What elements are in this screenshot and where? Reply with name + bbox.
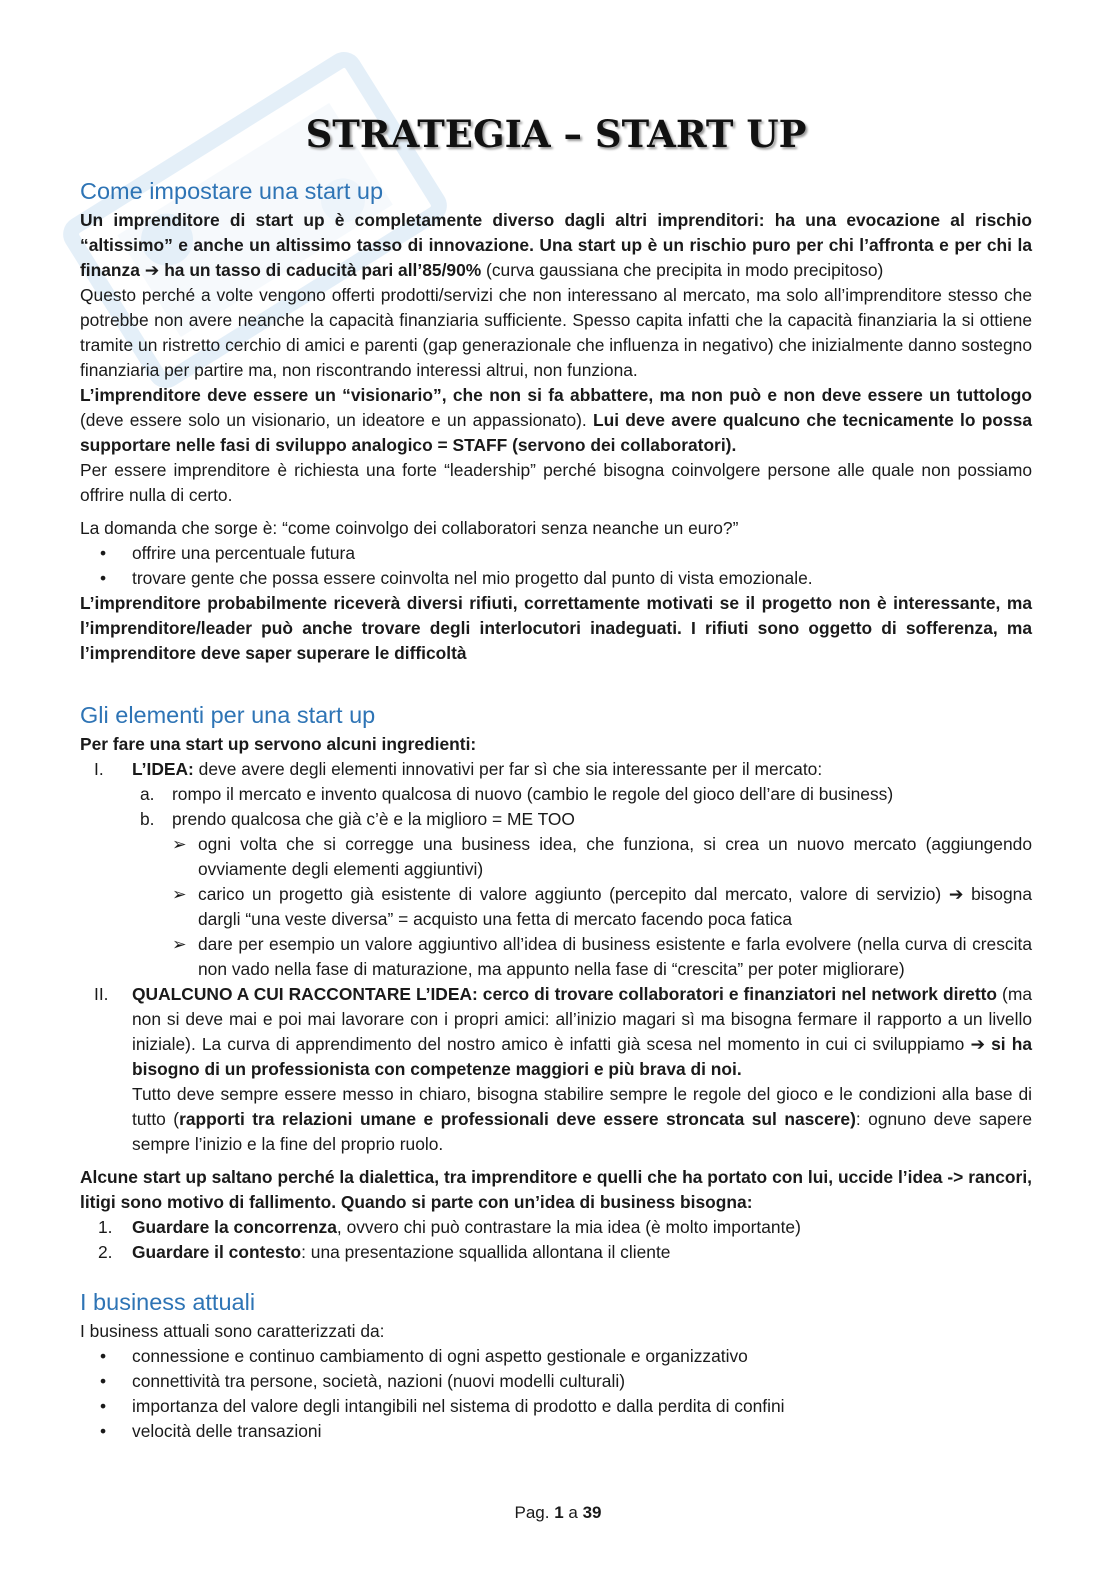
- paragraph: [80, 732, 1032, 757]
- bold-text: Alcune start up saltano perché la dialettica, tra imprenditore e quelli che ha portato con lui, uccide l’idea -> rancori, litigi sono motivo di fallimento. Quando si parte con un’idea di business bisogna:: [80, 1167, 1032, 1212]
- text: (curva gaussiana che precipita in modo precipitoso): [481, 260, 884, 280]
- paragraph: Per essere imprenditore è richiesta una forte “leadership” perché bisogna coinvolgere persone alle quale non possiamo offrire nulla di certo.: [80, 460, 1032, 505]
- text: dare per esempio un valore aggiuntivo all’idea di business esistente e farla evolvere (nella curva di crescita non vado nella fase di maturazione, ma appunto nella fase di “crescita” per poter migliorare): [198, 934, 1032, 979]
- page-footer: [0, 1500, 1116, 1525]
- bold-text: QUALCUNO A CUI RACCONTARE L’IDEA: cerco di trovare collaboratori e finanziatori nel network diretto: [132, 984, 998, 1004]
- bullet-list: [80, 541, 1032, 591]
- bold-text: Guardare la concorrenza: [132, 1217, 337, 1237]
- bold-text: L’imprenditore probabilmente riceverà diversi rifiuti, correttamente motivati se il progetto non è interessante, ma l’imprenditore/leader può anche trovare degli interlocutori inadeguati. I rifiuti sono oggetto di sofferenza, ma l’imprenditore deve saper superare le difficoltà: [80, 593, 1032, 663]
- numbered-list-item: [80, 1215, 1032, 1240]
- footer-prefix: Pag.: [514, 1503, 555, 1522]
- bold-text: Per fare una start up servono alcuni ingredienti:: [80, 734, 477, 754]
- footer-middle: a: [563, 1503, 583, 1522]
- alpha-list-item: [80, 782, 1032, 807]
- paragraph: Questo perché a volte vengono offerti prodotti/servizi che non interessano al mercato, ma solo all’imprenditore stesso che potrebbe non avere neanche la capacità finanziaria sufficiente. Spesso capita infatti che la capacità finanziaria la si ottiene tramite un ristretto cerchio di amici e parenti (gap generazionale che influenza in negativo) che inizialmente danno sostegno finanziaria per partire ma, non riscontrando interessi altrui, non funziona.: [80, 285, 1032, 380]
- paragraph: [80, 383, 1032, 458]
- list-marker: 1.: [98, 1217, 113, 1237]
- chevron-list-item: [80, 882, 1032, 932]
- roman-list-item: [80, 982, 1032, 1082]
- paragraph: [80, 591, 1032, 666]
- document-page: [80, 110, 1032, 1444]
- paragraph: [80, 208, 1032, 283]
- text: Tutto deve sempre essere messo in chiaro, bisogna stabilire sempre le regole del gioco e le condizioni alla base di tutto (: [132, 1084, 1032, 1129]
- list-item: • connettività tra persone, società, nazioni (nuovi modelli culturali): [80, 1369, 1032, 1394]
- list-marker: II.: [94, 984, 109, 1004]
- text: carico un progetto già esistente di valore aggiunto (percepito dal mercato, valore di servizio): [198, 884, 942, 904]
- section-come-impostare: [80, 176, 1032, 666]
- list-item: • velocità delle transazioni: [80, 1419, 1032, 1444]
- bold-text: ha un tasso di caducità pari all’85/90%: [164, 260, 482, 280]
- text: , ovvero chi può contrastare la mia idea (è molto importante): [336, 1217, 801, 1237]
- section-elementi: [80, 700, 1032, 1265]
- right-arrow-icon: ➔: [948, 884, 964, 904]
- list-marker: I.: [94, 759, 104, 779]
- list-marker: a.: [140, 784, 155, 804]
- text: rompo il mercato e invento qualcosa di nuovo (cambio le regole del gioco dell’are di business): [172, 784, 894, 804]
- paragraph: [80, 1165, 1032, 1215]
- text: (ma non si deve mai e poi mai lavorare con i propri amici: all’inizio magari sì ma bisogna fermare il rapporto a un livello iniziale). La curva di apprendimento del nostro amico è infatti già scesa nel momento in cui ci sviluppiamo: [132, 984, 1032, 1054]
- list-item: • trovare gente che possa essere coinvolta nel mio progetto dal punto di vista emozionale.: [80, 566, 1032, 591]
- chevron-list-item: [80, 832, 1032, 882]
- text: bisogna dargli “una veste diversa” = acquisto una fetta di mercato facendo poca fatica: [198, 884, 1032, 929]
- bold-text: L’IDEA:: [132, 759, 194, 779]
- text: : una presentazione squallida allontana il cliente: [301, 1242, 671, 1262]
- bold-text: Lui deve avere qualcuno che tecnicamente lo possa supportare nelle fasi di sviluppo analogico = STAFF (servono dei collaboratori).: [80, 410, 1032, 455]
- bold-text: L’imprenditore deve essere un “visionario”, che non si fa abbattere, ma non può e non deve essere un tuttologo: [80, 385, 1032, 405]
- text: ogni volta che si corregge una business idea, che funziona, si crea un nuovo mercato (aggiungendo ovviamente degli elementi aggiuntivi): [198, 834, 1032, 879]
- roman-list-item: [80, 757, 1032, 782]
- list-marker: 2.: [98, 1242, 113, 1262]
- paragraph: La domanda che sorge è: “come coinvolgo dei collaboratori senza neanche un euro?”: [80, 518, 739, 538]
- text: (deve essere solo un visionario, un ideatore e un appassionato).: [80, 410, 593, 430]
- chevron-bullet-icon: ➢: [172, 884, 187, 904]
- right-arrow-icon: ➔: [970, 1034, 986, 1054]
- section-heading: Come impostare una start up: [80, 178, 384, 204]
- list-item: • offrire una percentuale futura: [80, 541, 1032, 566]
- section-heading: Gli elementi per una start up: [80, 702, 376, 728]
- bold-text: si ha bisogno di un professionista con competenze maggiori e più brava di noi.: [132, 1034, 1032, 1079]
- bold-text: Guardare il contesto: [132, 1242, 302, 1262]
- chevron-bullet-icon: ➢: [172, 834, 187, 854]
- page-number: 1: [554, 1503, 564, 1522]
- chevron-list-item: [80, 932, 1032, 982]
- list-item: • connessione e continuo cambiamento di ogni aspetto gestionale e organizzativo: [80, 1344, 1032, 1369]
- chevron-bullet-icon: ➢: [172, 934, 187, 954]
- text: : ognuno deve sapere sempre l’inizio e la fine del proprio ruolo.: [132, 1109, 1032, 1154]
- section-business-attuali: [80, 1287, 1032, 1444]
- document-title: STRATEGIA – START UP: [305, 112, 807, 156]
- paragraph: I business attuali sono caratterizzati da:: [80, 1321, 385, 1341]
- roman-list-continuation: [80, 1082, 1032, 1157]
- text: prendo qualcosa che già c’è e la miglioro = ME TOO: [172, 809, 575, 829]
- text: deve avere degli elementi innovativi per far sì che sia interessante per il mercato:: [193, 759, 823, 779]
- bold-text: Un imprenditore di start up è completamente diverso dagli altri imprenditori: ha una evocazione al rischio “altissimo” e anche un altissimo tasso di innovazione. Una start up è un rischio puro per chi l’affronta e per chi la finanza: [80, 210, 1032, 280]
- list-marker: b.: [140, 809, 155, 829]
- bold-text: rapporti tra relazioni umane e professionali deve essere stroncata sul nascere): [179, 1109, 856, 1129]
- right-arrow-icon: ➔: [144, 260, 160, 280]
- list-item: • importanza del valore degli intangibili nel sistema di prodotto e dalla perdita di confini: [80, 1394, 1032, 1419]
- section-heading: I business attuali: [80, 1289, 256, 1315]
- bullet-list: [80, 1344, 1032, 1444]
- numbered-list-item: [80, 1240, 1032, 1265]
- alpha-list-item: [80, 807, 1032, 832]
- page-total: 39: [582, 1503, 602, 1522]
